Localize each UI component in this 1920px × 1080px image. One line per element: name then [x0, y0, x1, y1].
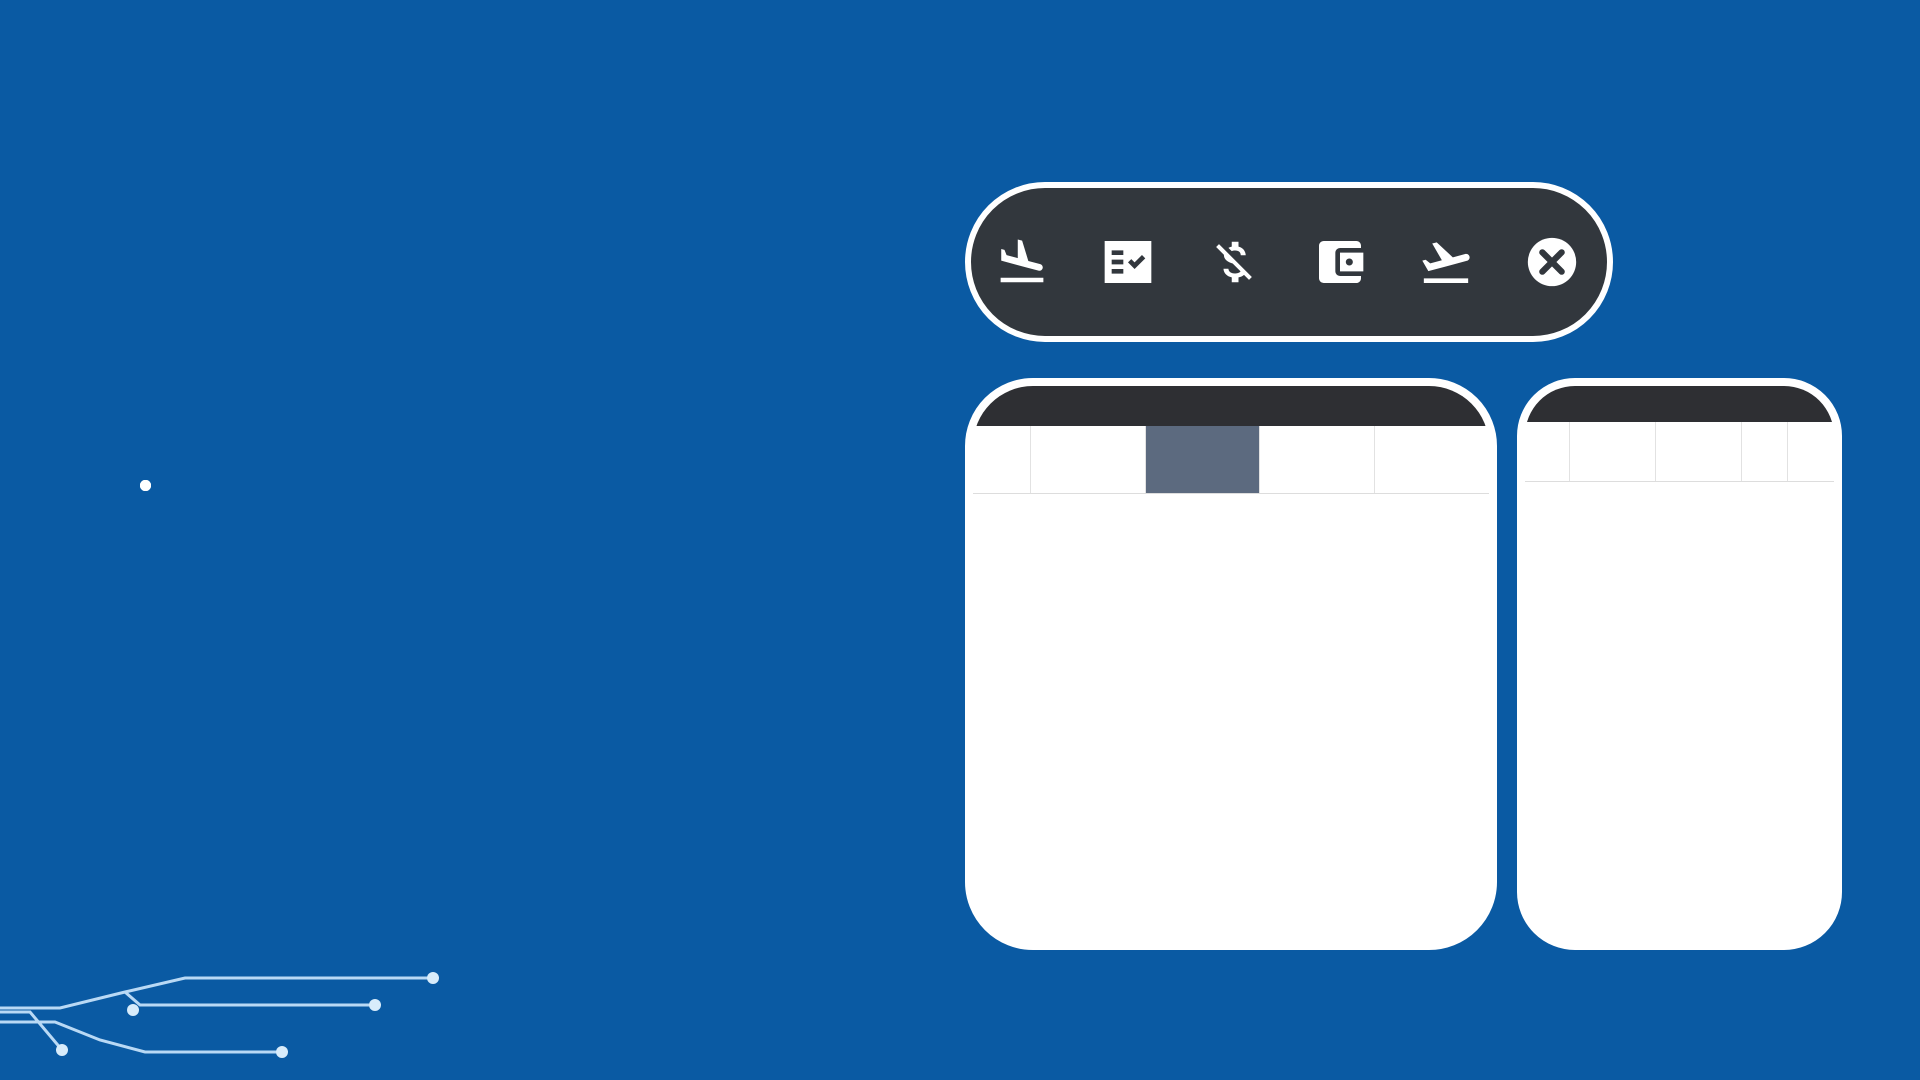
- date-column[interactable]: [1374, 426, 1489, 493]
- money-off-icon[interactable]: [1205, 233, 1263, 291]
- calendar-header: [973, 426, 1489, 494]
- booking-calendar-screenshot: [965, 378, 1497, 950]
- size-switcher: [1787, 422, 1834, 481]
- flight-takeoff-icon[interactable]: [1417, 233, 1475, 291]
- mobile-topbar: [1525, 386, 1834, 422]
- quick-action-toolbar: [965, 182, 1613, 342]
- date-navigation: [973, 426, 1030, 493]
- mobile-calendar-screenshot: [1517, 378, 1842, 950]
- flight-land-icon[interactable]: [993, 233, 1051, 291]
- date-navigation: [1525, 422, 1569, 481]
- calendar-header: [1525, 422, 1834, 482]
- date-column[interactable]: [1655, 422, 1741, 481]
- checklist-icon[interactable]: [1099, 233, 1157, 291]
- app-topbar: [973, 386, 1489, 426]
- date-column[interactable]: [1259, 426, 1374, 493]
- circuit-decoration: [0, 960, 460, 1070]
- date-column[interactable]: [1030, 426, 1145, 493]
- date-column[interactable]: [1741, 422, 1787, 481]
- wallet-icon[interactable]: [1311, 233, 1369, 291]
- date-column-selected[interactable]: [1145, 426, 1260, 493]
- date-column[interactable]: [1569, 422, 1655, 481]
- cancel-icon[interactable]: [1523, 233, 1581, 291]
